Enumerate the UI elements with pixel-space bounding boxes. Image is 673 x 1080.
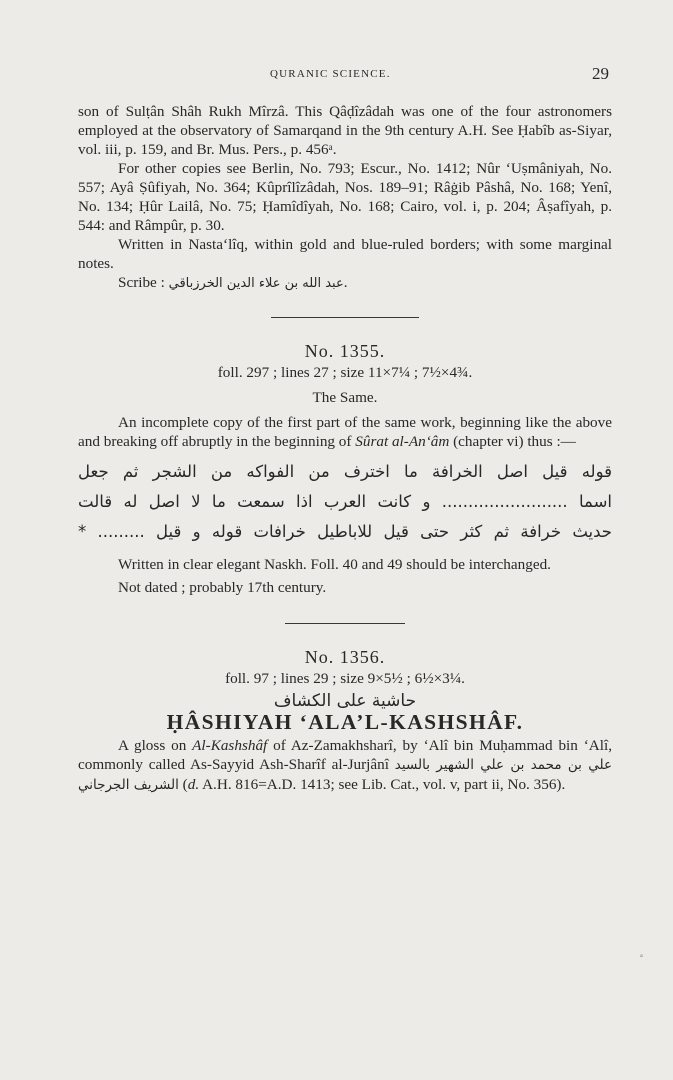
entry-description-1355 (78, 413, 612, 451)
running-head: QURANIC SCIENCE. (270, 68, 391, 80)
description-start: An incomplete copy of the first part of the same work, beginning like the above and breaking off abruptly in the beginning of (78, 414, 612, 450)
desc-text: A.H. 816=A.D. 1413; see Lib. Cat., vol. v, part ii, No. 356). (199, 776, 566, 793)
paragraph-continuation: son of Sulṭân Shâh Rukh Mîrzâ. This Qâḍîzâdah was one of the four astronomers employed at the observatory of Samarqand in the 9th century A.H. See Ḥabîb as-Siyar, vol. iii, p. 159, and Br. Mus. Pers., p. 456ᵃ. (78, 103, 612, 158)
section-divider (285, 623, 405, 624)
entry-details-1355: foll. 297 ; lines 27 ; size 11×7¼ ; 7½×4¾. (217, 364, 473, 381)
entry-title-1356: ḤÂSHIYAH ‘ALA’L-KASHSHÂF. (166, 710, 524, 734)
paragraph-other-copies: For other copies see Berlin, No. 793; Escur., No. 1412; Nûr ‘Uṣmâniyah, No. 557; Ayâ Ṣûfiyah, No. 364; Kûprîlîzâdah, Nos. 189–91; Râġib Pâshâ, No. 168; Yenî, No. 134; Ḥûr Lailâ, No. 75; Ḥamîdîyah, No. 168; Cairo, vol. i, p. 204; Âṣafîyah, p. 544: and Râmpûr, p. 30. (78, 160, 612, 234)
description-end: (chapter vi) thus :— (449, 433, 576, 450)
page-body (78, 102, 612, 795)
scribe-end: . (343, 274, 348, 291)
page-number: 29 (592, 64, 609, 83)
entry-number-1355: No. 1355. (304, 341, 386, 361)
arabic-quote-block (78, 457, 612, 547)
section-divider (271, 317, 419, 318)
work-title: Al-Kashshâf (192, 737, 268, 754)
entry-number-1356: No. 1356. (304, 647, 386, 667)
margin-mark: ª (640, 953, 643, 964)
entry-description-1356 (78, 736, 612, 795)
paragraph-written-in: Written in Nasta‘lîq, within gold and blue-ruled borders; with some marginal notes. (78, 236, 612, 272)
entry-arabic-title-1356: حاشية على الكشاف (273, 691, 417, 711)
desc-text: A gloss on (118, 737, 193, 754)
scribe-arabic: عبد الله بن علاء الدين الخرزباقي (168, 276, 344, 291)
died-abbrev: d. (187, 776, 200, 793)
entry-details-1356: foll. 97 ; lines 29 ; size 9×5½ ; 6½×3¼. (225, 670, 465, 687)
scribe-label: Scribe : (118, 274, 165, 291)
entry-note-1355: Written in clear elegant Naskh. Foll. 40 and 49 should be interchanged. (118, 556, 551, 573)
page-header (0, 62, 673, 86)
scribe-line (78, 273, 612, 293)
arabic-quote-line: اسما ........................ و كانت العرب اذا سمعت ما لا اصل له قالت (78, 492, 612, 511)
author-arabic-name: علي بن محمد بن علي الشهير بالسيد الشريف الجرجاني (78, 757, 613, 793)
desc-text: of Az-Zamakhsharî, by ‘Alî bin Muḥammad bin ‘Alî, commonly called As-Sayyid Ash-Sharîf al-Jurjânî (78, 737, 612, 773)
arabic-quote-line: قوله قيل اصل الخرافة ما اخترف من الفواكه من الشجر ثم جعل (78, 462, 612, 481)
surah-name: Sûrat al-An‘âm (355, 433, 450, 450)
desc-text: ( (178, 776, 188, 793)
entry-date-1355: Not dated ; probably 17th century. (118, 579, 327, 596)
entry-subtitle-1355: The Same. (312, 389, 378, 406)
arabic-quote-line: حديث خرافة ثم كثر حتى قيل للاباطيل خرافات قوله و قيل ......... * (78, 522, 612, 541)
